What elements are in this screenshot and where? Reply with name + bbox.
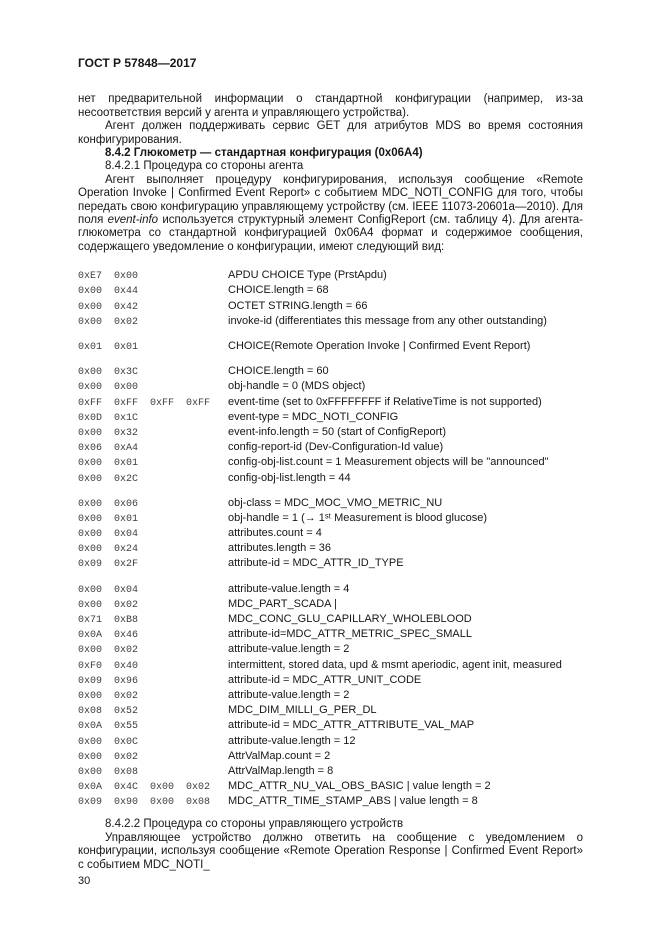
hex-description: invoke-id (differentiates this message from any other outstanding) bbox=[228, 314, 547, 327]
hex-bytes: 0x0D 0x1C bbox=[78, 412, 139, 424]
hex-bytes: 0x00 0x06 bbox=[78, 498, 139, 510]
hex-bytes: 0x00 0x32 bbox=[78, 427, 139, 439]
hex-listing-row bbox=[78, 441, 583, 456]
hex-description: intermittent, stored data, upd & msmt aperiodic, agent init, measured bbox=[228, 658, 562, 671]
hex-listing-row bbox=[78, 719, 583, 734]
page-header: ГОСТ Р 57848—2017 bbox=[78, 56, 197, 70]
hex-bytes: 0x09 0x96 bbox=[78, 675, 139, 687]
hex-listing-row bbox=[78, 426, 583, 441]
hex-bytes: 0x0A 0x4C 0x00 0x02 bbox=[78, 782, 211, 794]
hex-listing-row bbox=[78, 750, 583, 765]
hex-listing-row bbox=[78, 735, 583, 750]
hex-listing-group bbox=[78, 340, 583, 355]
hex-bytes: 0x00 0x2C bbox=[78, 473, 139, 485]
hex-description: attribute-value.length = 4 bbox=[228, 582, 350, 595]
hex-listing-row bbox=[78, 340, 583, 355]
hex-listing-row bbox=[78, 628, 583, 643]
hex-bytes: 0x00 0x3C bbox=[78, 367, 139, 379]
hex-bytes: 0x0A 0x46 bbox=[78, 630, 139, 642]
hex-listing-group bbox=[78, 497, 583, 573]
paragraph-get-service: Агент должен поддерживать сервис GET для атрибутов MDS во время состояния конфигурирования. bbox=[78, 120, 583, 146]
hex-description: AttrValMap.length = 8 bbox=[228, 764, 334, 777]
hex-description: APDU CHOICE Type (PrstApdu) bbox=[228, 269, 387, 282]
hex-bytes: 0x01 0x01 bbox=[78, 342, 139, 354]
hex-listing-group bbox=[78, 583, 583, 811]
paragraph-agent-procedure bbox=[78, 174, 583, 254]
hex-description: event-info.length = 50 (start of ConfigReport) bbox=[228, 425, 446, 438]
page-number: 30 bbox=[78, 875, 91, 888]
section-heading-8422: 8.4.2.2 Процедура со стороны управляющего устройств bbox=[105, 818, 404, 831]
hex-description: MDC_CONC_GLU_CAPILLARY_WHOLEBLOOD bbox=[228, 613, 472, 626]
paragraph-manager-response: Управляющее устройство должно ответить на сообщение с уведомлением о конфигурации, используя сообщение «Remote Operation Response | Confirmed Event Report» с событием MDC_NOTI_ bbox=[78, 831, 583, 871]
hex-description: AttrValMap.count = 2 bbox=[228, 749, 331, 762]
hex-listing-row bbox=[78, 284, 583, 299]
hex-listing-row bbox=[78, 472, 583, 487]
hex-description: config-obj-list.count = 1 Measurement objects will be "announced" bbox=[228, 456, 549, 469]
hex-listing-row bbox=[78, 643, 583, 658]
hex-listing-row bbox=[78, 380, 583, 395]
hex-bytes: 0x06 0xA4 bbox=[78, 443, 139, 455]
hex-description: OCTET STRING.length = 66 bbox=[228, 299, 368, 312]
hex-bytes: 0x00 0x04 bbox=[78, 584, 139, 596]
hex-listing-row bbox=[78, 300, 583, 315]
hex-listing-row bbox=[78, 315, 583, 330]
hex-bytes: 0xE7 0x00 bbox=[78, 271, 139, 283]
hex-description: CHOICE(Remote Operation Invoke | Confirmed Event Report) bbox=[228, 340, 531, 353]
hex-bytes: 0x09 0x90 0x00 0x08 bbox=[78, 797, 211, 809]
hex-description: CHOICE.length = 60 bbox=[228, 365, 329, 378]
hex-bytes: 0x08 0x52 bbox=[78, 706, 139, 718]
hex-bytes: 0x00 0x04 bbox=[78, 529, 139, 541]
hex-bytes: 0xF0 0x40 bbox=[78, 660, 139, 672]
hex-description: attribute-value.length = 12 bbox=[228, 734, 356, 747]
event-info-term: event-info bbox=[107, 214, 159, 227]
hex-listing-row bbox=[78, 674, 583, 689]
hex-listing-row bbox=[78, 659, 583, 674]
hex-bytes: 0x00 0x02 bbox=[78, 316, 139, 328]
hex-bytes: 0x00 0x24 bbox=[78, 544, 139, 556]
hex-bytes: 0x00 0x44 bbox=[78, 286, 139, 298]
hex-description: CHOICE.length = 68 bbox=[228, 284, 329, 297]
hex-bytes: 0x00 0x02 bbox=[78, 599, 139, 611]
hex-description: MDC_ATTR_NU_VAL_OBS_BASIC | value length = 2 bbox=[228, 780, 491, 793]
hex-description: attribute-value.length = 2 bbox=[228, 688, 350, 701]
section-heading-8421: 8.4.2.1 Процедура со стороны агента bbox=[105, 160, 304, 173]
hex-description: attribute-id = MDC_ATTR_UNIT_CODE bbox=[228, 673, 422, 686]
hex-listing-row bbox=[78, 795, 583, 810]
hex-listing-row bbox=[78, 765, 583, 780]
hex-listing-row bbox=[78, 365, 583, 380]
hex-description: event-type = MDC_NOTI_CONFIG bbox=[228, 410, 399, 423]
hex-description: attribute-value.length = 2 bbox=[228, 643, 350, 656]
hex-description: MDC_ATTR_TIME_STAMP_ABS | value length = 8 bbox=[228, 795, 478, 808]
hex-bytes: 0x00 0x01 bbox=[78, 513, 139, 525]
hex-description: config-obj-list.length = 44 bbox=[228, 471, 351, 484]
paragraph-continued: нет предварительной информации о стандартной конфигурации (например, из-за несоответствия версий у агента и управляющего устройства). bbox=[78, 93, 583, 119]
hex-listing bbox=[78, 269, 583, 810]
hex-bytes: 0x09 0x2F bbox=[78, 559, 139, 571]
hex-bytes: 0x0A 0x55 bbox=[78, 721, 139, 733]
hex-listing-row bbox=[78, 613, 583, 628]
hex-bytes: 0x00 0x00 bbox=[78, 382, 139, 394]
hex-bytes: 0x00 0x0C bbox=[78, 736, 139, 748]
paragraph-text: используется структурный элемент ConfigReport (см. таблицу 4). Для агента-глюкометра со стандартной конфигурацией 0x06A4 формат и содержимое сообщения, содержащего уведомление о конфигурации, имеют следующий вид: bbox=[78, 214, 583, 253]
hex-bytes: 0xFF 0xFF 0xFF 0xFF bbox=[78, 397, 211, 409]
hex-bytes: 0x00 0x08 bbox=[78, 766, 139, 778]
hex-description: attributes.count = 4 bbox=[228, 527, 322, 540]
hex-listing-group bbox=[78, 269, 583, 330]
hex-listing-row bbox=[78, 411, 583, 426]
hex-description: attribute-id=MDC_ATTR_METRIC_SPEC_SMALL bbox=[228, 628, 473, 641]
hex-description: attribute-id = MDC_ATTR_ATTRIBUTE_VAL_MAP bbox=[228, 719, 475, 732]
hex-description: attributes.length = 36 bbox=[228, 542, 332, 555]
section-heading-842: 8.4.2 Глюкометр — стандартная конфигурация (0x06A4) bbox=[105, 147, 423, 160]
hex-listing-row bbox=[78, 269, 583, 284]
hex-listing-row bbox=[78, 689, 583, 704]
hex-description: config-report-id (Dev-Configuration-Id value) bbox=[228, 441, 444, 454]
hex-bytes: 0x00 0x02 bbox=[78, 690, 139, 702]
hex-description: event-time (set to 0xFFFFFFFF if RelativeTime is not supported) bbox=[228, 395, 542, 408]
hex-description: obj-handle = 1 (→ 1ˢᵗ Measurement is blood glucose) bbox=[228, 511, 487, 524]
paragraph-text: Агент выполняет процедуру конфигурирования, используя сообщение «Remote Operation Invoke | Confirmed Event Report» с событием MDC_NOTI_CONFIG для того, чтобы передать свою конфигурацию управляющему устройству (см. IEEE 11073-20601a—2010). Для поля bbox=[78, 173, 583, 227]
hex-listing-group bbox=[78, 365, 583, 487]
hex-listing-row bbox=[78, 497, 583, 512]
hex-listing-row bbox=[78, 557, 583, 572]
hex-description: obj-handle = 0 (MDS object) bbox=[228, 380, 366, 393]
hex-listing-row bbox=[78, 598, 583, 613]
hex-description: MDC_DIM_MILLI_G_PER_DL bbox=[228, 704, 377, 717]
hex-listing-row bbox=[78, 542, 583, 557]
hex-listing-row bbox=[78, 583, 583, 598]
hex-listing-row bbox=[78, 456, 583, 471]
hex-bytes: 0x00 0x01 bbox=[78, 458, 139, 470]
hex-listing-row bbox=[78, 780, 583, 795]
hex-description: MDC_PART_SCADA | bbox=[228, 597, 337, 610]
hex-bytes: 0x71 0xB8 bbox=[78, 615, 139, 627]
hex-listing-row bbox=[78, 527, 583, 542]
hex-listing-row bbox=[78, 704, 583, 719]
hex-description: attribute-id = MDC_ATTR_ID_TYPE bbox=[228, 557, 404, 570]
hex-listing-row bbox=[78, 396, 583, 411]
hex-bytes: 0x00 0x02 bbox=[78, 751, 139, 763]
hex-bytes: 0x00 0x42 bbox=[78, 301, 139, 313]
hex-description: obj-class = MDC_MOC_VMO_METRIC_NU bbox=[228, 496, 443, 509]
hex-bytes: 0x00 0x02 bbox=[78, 645, 139, 657]
hex-listing-row bbox=[78, 512, 583, 527]
